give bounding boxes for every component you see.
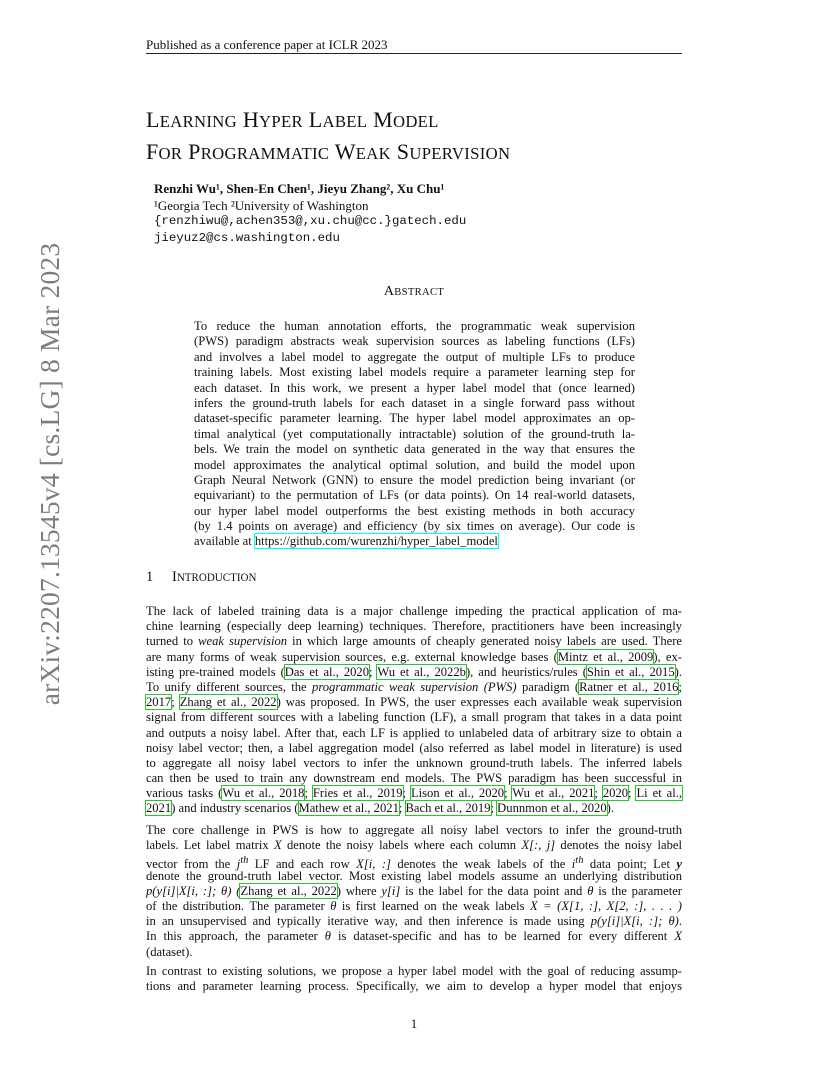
body-line (146, 650, 682, 665)
math-superscript: th (575, 855, 584, 867)
page-number: 1 (410, 1016, 418, 1031)
citation-link[interactable]: Fries et al., 2019 (312, 786, 403, 801)
text-run: ). (674, 664, 682, 679)
body-line (146, 786, 682, 801)
citation-link[interactable]: Mathew et al., 2021 (298, 801, 399, 816)
math-symbol: y (676, 857, 683, 872)
citation-link[interactable]: Das et al., 2020 (284, 664, 370, 679)
text-run: ; (628, 786, 637, 801)
text-run: various tasks ( (146, 786, 223, 801)
math-symbol: j (236, 857, 241, 872)
text-run: ; (490, 801, 498, 816)
abstract-line: dataset-specific parameter learning. The hyper label model approximates an op- (194, 411, 635, 426)
section-heading (146, 569, 256, 586)
math-expression: X[:, j] (521, 838, 556, 853)
body-line (146, 634, 682, 649)
text-run: ; (304, 786, 313, 801)
text-run: turned to (146, 634, 199, 649)
abstract-text: available at (194, 534, 255, 549)
email-line-2: jieyuz2@cs.washington.edu (154, 231, 340, 245)
text-run: is first learned on the weak labels (336, 898, 530, 913)
header-rule (146, 53, 682, 54)
text-run: isting pre-trained models ( (146, 664, 285, 679)
text-run: in which large amounts of cheaply generated noisy labels are used. There (287, 634, 682, 649)
math-symbol: i (571, 857, 576, 872)
text-run: In this approach, the parameter (146, 929, 325, 944)
email-line-1: {renzhiwu@,achen353@,xu.chu@cc.}gatech.edu (154, 214, 467, 228)
abstract-heading: ABSTRACT (383, 284, 445, 299)
paragraph-2 (146, 823, 682, 960)
citation-link[interactable]: 2020 (602, 786, 629, 801)
body-line: (dataset). (146, 944, 193, 959)
text-run: ) where (336, 883, 382, 898)
math-symbol: X (273, 838, 282, 853)
math-expression: y[i] (381, 883, 401, 898)
text-run: LF and each row (248, 857, 357, 872)
text-run: is dataset-specific and has to be learned for every different (330, 929, 675, 944)
citation-link[interactable]: Dunnmon et al., 2020 (497, 801, 607, 816)
abstract-line: (PWS) paradigm abstracts weak supervision sources as labeling functions (LFs) (194, 334, 635, 349)
text-run: is the label for the data point and (400, 883, 588, 898)
citation-link[interactable]: 2021 (146, 801, 172, 816)
text-run: ; (398, 801, 406, 816)
math-symbol: θ (330, 898, 337, 913)
abstract-line: Graph Neural Network (GNN) to ensure the model prediction being invariant (or (194, 472, 635, 487)
author-list: Renzhi Wu¹, Shen-En Chen¹, Jieyu Zhang², Xu Chu¹ (154, 181, 445, 196)
text-run: data point; Let (583, 857, 677, 872)
text-run: ), and heuristics/rules ( (465, 664, 587, 679)
paper-title (146, 105, 510, 169)
citation-link[interactable]: Li et al., (636, 786, 683, 801)
math-expression: p(y[i]|X[i, :]; θ) (590, 914, 679, 929)
math-expression: X[i, :] (356, 857, 391, 872)
body-line: The lack of labeled training data is a major challenge impeding the practical application of ma- (146, 604, 682, 618)
affiliations: ¹Georgia Tech ²University of Washington (154, 198, 369, 213)
abstract-line: (by 1.4 points on average) and efficiency (by six times on average). Our code is (194, 519, 635, 534)
body-line (146, 914, 682, 929)
math-superscript: th (240, 855, 249, 867)
text-run: ). (606, 801, 614, 816)
body-line (146, 838, 682, 853)
math-symbol: X (674, 929, 683, 944)
citation-link[interactable]: Wu et al., 2022b (377, 664, 466, 679)
math-symbol: θ (324, 929, 331, 944)
text-run: denotes the noisy label (555, 838, 682, 853)
citation-link[interactable]: Shin et al., 2015 (586, 664, 675, 679)
body-line (146, 680, 682, 695)
text-run: ; (402, 786, 411, 801)
citation-link[interactable]: Lison et al., 2020 (410, 786, 505, 801)
body-line (146, 929, 682, 944)
citation-link[interactable]: 2017 (146, 695, 172, 710)
code-link[interactable]: https://github.com/wurenzhi/hyper_label_model (254, 534, 498, 549)
text-run: vector from the (146, 857, 237, 872)
text-run: ) was proposed. In PWS, the user expresses each available weak supervision (276, 695, 683, 710)
abstract-line: infers the ground-truth labels for each dataset in a single forward pass without (194, 395, 635, 410)
text-run: paradigm ( (516, 679, 580, 694)
running-header: Published as a conference paper at ICLR 2023 (146, 37, 388, 52)
body-line: to aggregate all noisy label vectors to infer the unknown ground-truth labels. The inferred labels (146, 755, 682, 770)
text-run: labels. Let label matrix (146, 838, 274, 853)
body-line: The core challenge in PWS is how to aggregate all noisy label vectors to infer the ground-truth (146, 823, 682, 837)
body-line: denote the ground-truth label vector. Most existing label models assume an underlying distribution (146, 868, 682, 883)
abstract-line: training labels. Most existing label models require a parameter learning step for (194, 365, 635, 380)
citation-link[interactable]: Ratner et al., 2016 (579, 679, 679, 694)
math-expression: p(y[i]|X[i, :]; θ) ( (146, 883, 241, 898)
abstract-line (194, 534, 635, 549)
body-line (146, 899, 682, 914)
text-run: are many forms of weak supervision sources, e.g. external knowledge bases ( (146, 649, 558, 664)
citation-link[interactable]: Wu et al., 2021 (512, 786, 595, 801)
text-run: ; (594, 786, 603, 801)
emphasis-text: programmatic weak supervision (PWS) (312, 679, 517, 694)
body-line (146, 665, 682, 680)
arxiv-stamp-text: arXiv:2207.13545v4 [cs.LG] 8 Mar 2023 (34, 242, 65, 706)
paragraph-3 (146, 964, 682, 994)
text-run: in an unsupervised and typically iterative way, and then inference is made using (146, 914, 591, 929)
citation-link[interactable]: Wu et al., 2018 (222, 786, 305, 801)
text-run: is the parameter (593, 883, 682, 898)
body-line: noisy label vector; then, a label aggregation model (also referred as label model in literature) is used (146, 740, 682, 755)
body-line (146, 801, 682, 816)
body-line: signal from different sources with a labeling function (LF), a small program that takes in a data point (146, 710, 682, 725)
abstract-line: timal analytical (yet computationally intractable) solution of the ground-truth la- (194, 426, 635, 441)
math-symbol: θ (587, 883, 594, 898)
section-title: INTRODUCTION (172, 569, 257, 585)
text-run: To unify different sources, the (146, 679, 313, 694)
text-run: . (678, 914, 682, 929)
text-run: of the distribution. The parameter (146, 898, 331, 913)
section-number: 1 (146, 569, 154, 585)
abstract-line: each dataset. In this work, we present a hyper label model that (once learned) (194, 380, 635, 395)
emphasis-text: weak supervision (198, 634, 288, 649)
text-run: ) and industry scenarios ( (171, 801, 299, 816)
citation-link[interactable]: Zhang et al., 2022 (179, 695, 277, 710)
body-line: can then be used to train any downstream end models. The PWS paradigm has been successful in (146, 771, 682, 786)
body-line: chine learning (especially deep learning) techniques. Therefore, practitioners have been increasingly (146, 619, 682, 634)
body-line: In contrast to existing solutions, we propose a hyper label model with the goal of reducing assump- (146, 964, 682, 978)
body-line (146, 853, 683, 872)
title-line-2: FOR PROGRAMMATIC WEAK SUPERVISION (146, 139, 511, 164)
abstract-body (194, 319, 635, 550)
body-line (146, 695, 682, 710)
text-run: ; (171, 695, 180, 710)
body-line: and outputs a noisy label. After that, each LF is applied to unlabeled data of arbitrary size to obtain a (146, 725, 682, 740)
title-line-1: LEARNING HYPER LABEL MODEL (146, 107, 439, 132)
paragraph-1 (146, 604, 682, 817)
text-run: ; (504, 786, 513, 801)
citation-link[interactable]: Mintz et al., 2009 (557, 649, 654, 664)
body-line (146, 884, 682, 899)
abstract-line: and involves a label model to aggregate the output of multiple LFs to produce (194, 349, 635, 364)
abstract-line: bels. We train the model on synthetic data generated in the way that ensures the (194, 442, 635, 457)
citation-link[interactable]: Bach et al., 2019 (405, 801, 491, 816)
text-run: ; (678, 679, 682, 694)
text-run: ), ex- (653, 649, 682, 664)
text-run: denotes the weak labels of the (390, 857, 572, 872)
abstract-line: model approximates the analytical optimal solution, and build the model upon (194, 457, 635, 472)
math-expression: X = (X[1, :], X[2, :], . . . ) (530, 898, 682, 913)
citation-link[interactable]: Zhang et al., 2022 (240, 883, 337, 898)
text-run: denote the noisy labels where each column (281, 838, 522, 853)
abstract-line: equivariant) to the permutation of LFs (or data points). On 14 real-world datasets, (194, 488, 635, 503)
body-line: tions and parameter learning process. Specifically, we aim to develop a hyper model that enjoys (146, 979, 682, 994)
abstract-line: To reduce the human annotation efforts, the programmatic weak supervision (194, 319, 635, 333)
abstract-line: our hyper label model outperforms the best existing methods in both accuracy (194, 503, 635, 518)
text-run: ; (369, 664, 378, 679)
